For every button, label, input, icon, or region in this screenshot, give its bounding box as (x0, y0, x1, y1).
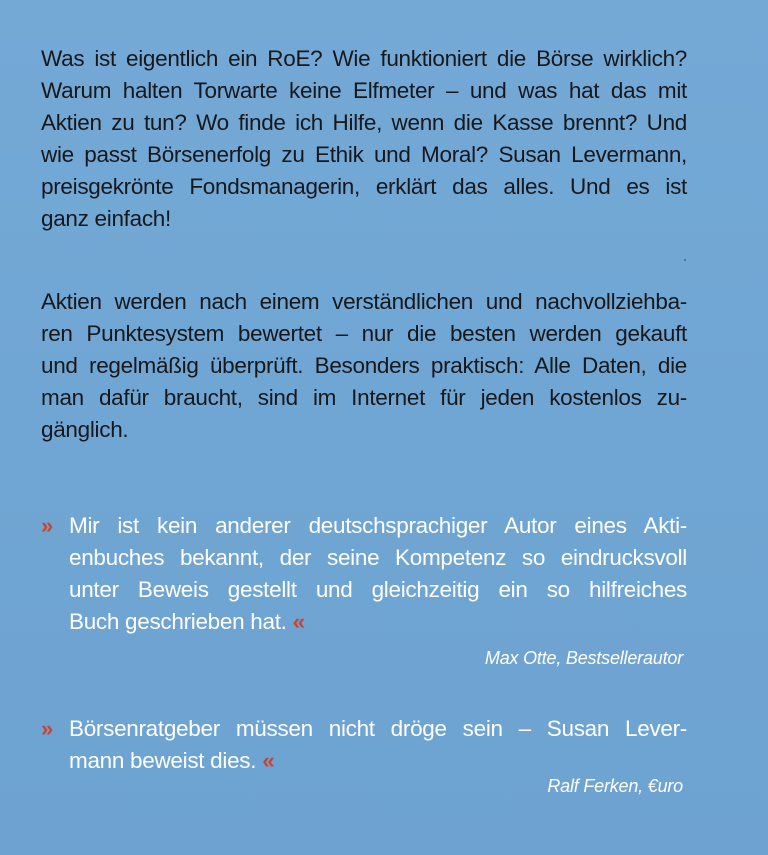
text-line: Was ist eigentlich ein RoE? Wie funktioniert die Börse wirklich? (41, 46, 687, 71)
text-line: Warum halten Torwarte keine Elfmeter – und was hat das mit (41, 78, 687, 103)
text-line: wie passt Börsenerfolg zu Ethik und Moral? Susan Levermann, (41, 142, 687, 167)
text-line: man dafür braucht, sind im Internet für jeden kostenlos zu- (41, 385, 687, 410)
quote-line-last (41, 745, 687, 777)
review-quote-1 (41, 510, 687, 638)
print-speck (684, 259, 686, 261)
description-paragraph-2 (41, 286, 687, 446)
open-quote-mark: » (41, 716, 51, 741)
text-line: Aktien zu tun? Wo finde ich Hilfe, wenn die Kasse brennt? Und (41, 110, 687, 135)
quote-line: Mir ist kein anderer deutschsprachiger Autor eines Akti- (69, 513, 687, 538)
quote-line-last (41, 606, 687, 638)
text-line: ganz einfach! (41, 206, 171, 231)
close-quote-mark: « (292, 609, 303, 634)
text-line: preisgekrönte Fondsmanagerin, erklärt das alles. Und es ist (41, 174, 687, 199)
quote-line: Börsenratgeber müssen nicht dröge sein – Susan Lever- (69, 716, 687, 741)
description-paragraph-1 (41, 43, 687, 235)
quote-line: Buch geschrieben hat. (69, 609, 287, 634)
text-line: gänglich. (41, 417, 129, 442)
quote-attribution-1: Max Otte, Bestsellerautor (484, 648, 683, 668)
quote-attribution-2: Ralf Ferken, €uro (547, 776, 683, 796)
quote-line: unter Beweis gestellt und gleichzeitig ein so hilfreiches (69, 577, 687, 602)
quote-line: enbuches bekannt, der seine Kompetenz so eindrucksvoll (69, 545, 687, 570)
text-line: und regelmäßig überprüft. Besonders praktisch: Alle Daten, die (41, 353, 687, 378)
quote-line: mann beweist dies. (69, 748, 257, 773)
review-quote-2 (41, 713, 687, 777)
text-line: ren Punktesystem bewertet – nur die besten werden gekauft (41, 321, 687, 346)
open-quote-mark: » (41, 513, 51, 538)
text-line: Aktien werden nach einem verständlichen und nachvollziehba- (41, 289, 687, 314)
close-quote-mark: « (262, 748, 272, 773)
